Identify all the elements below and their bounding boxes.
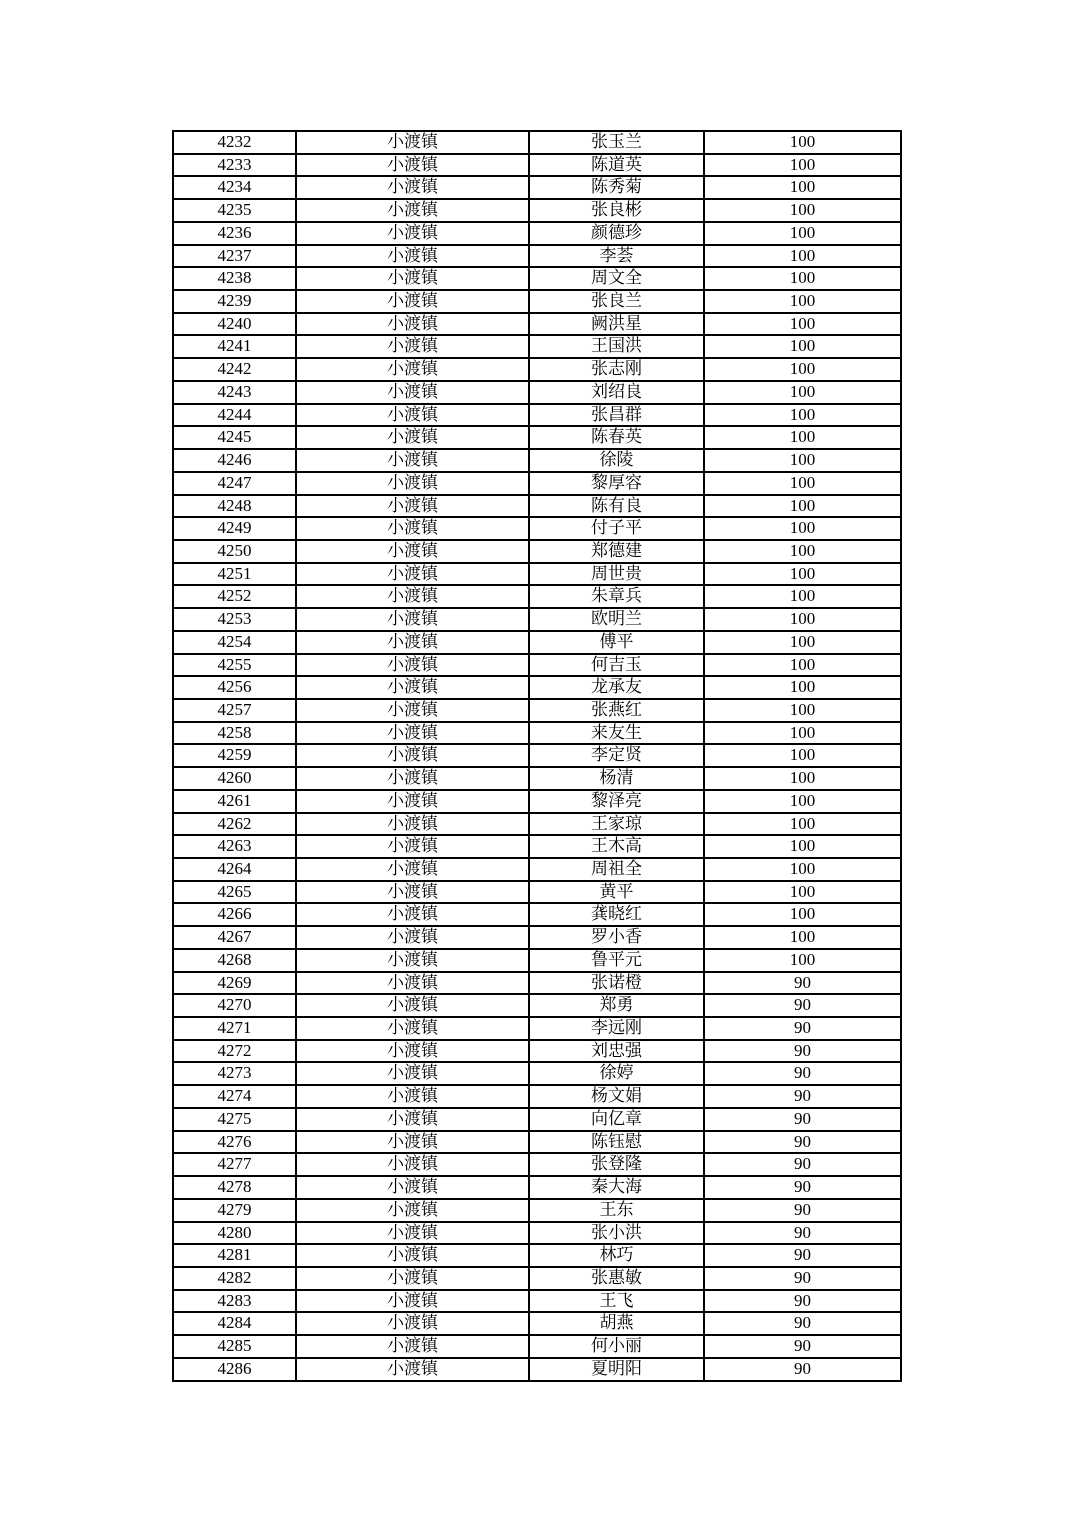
cell-town: 小渡镇 bbox=[296, 1358, 529, 1381]
cell-serial: 4232 bbox=[173, 131, 296, 154]
cell-score: 100 bbox=[704, 358, 901, 381]
cell-score: 100 bbox=[704, 813, 901, 836]
cell-name: 陈秀菊 bbox=[529, 176, 704, 199]
table-row bbox=[173, 154, 901, 177]
cell-name: 张惠敏 bbox=[529, 1267, 704, 1290]
cell-score: 90 bbox=[704, 1153, 901, 1176]
cell-score: 90 bbox=[704, 1335, 901, 1358]
cell-serial: 4262 bbox=[173, 813, 296, 836]
cell-town: 小渡镇 bbox=[296, 131, 529, 154]
table-row bbox=[173, 1040, 901, 1063]
cell-score: 90 bbox=[704, 1244, 901, 1267]
cell-score: 100 bbox=[704, 790, 901, 813]
table-row bbox=[173, 290, 901, 313]
table-row bbox=[173, 517, 901, 540]
cell-town: 小渡镇 bbox=[296, 267, 529, 290]
cell-serial: 4266 bbox=[173, 903, 296, 926]
cell-serial: 4234 bbox=[173, 176, 296, 199]
cell-town: 小渡镇 bbox=[296, 744, 529, 767]
cell-name: 张志刚 bbox=[529, 358, 704, 381]
table-row bbox=[173, 676, 901, 699]
cell-town: 小渡镇 bbox=[296, 1290, 529, 1313]
cell-town: 小渡镇 bbox=[296, 767, 529, 790]
cell-name: 傅平 bbox=[529, 631, 704, 654]
cell-town: 小渡镇 bbox=[296, 1244, 529, 1267]
cell-score: 100 bbox=[704, 585, 901, 608]
cell-serial: 4276 bbox=[173, 1131, 296, 1154]
cell-serial: 4274 bbox=[173, 1085, 296, 1108]
cell-town: 小渡镇 bbox=[296, 154, 529, 177]
table-row bbox=[173, 1267, 901, 1290]
cell-town: 小渡镇 bbox=[296, 1108, 529, 1131]
cell-town: 小渡镇 bbox=[296, 1335, 529, 1358]
table-row bbox=[173, 744, 901, 767]
cell-town: 小渡镇 bbox=[296, 540, 529, 563]
cell-serial: 4260 bbox=[173, 767, 296, 790]
table-row bbox=[173, 1062, 901, 1085]
cell-serial: 4257 bbox=[173, 699, 296, 722]
cell-serial: 4238 bbox=[173, 267, 296, 290]
cell-serial: 4269 bbox=[173, 972, 296, 995]
table-row bbox=[173, 972, 901, 995]
table-row bbox=[173, 245, 901, 268]
cell-name: 徐陵 bbox=[529, 449, 704, 472]
cell-serial: 4263 bbox=[173, 835, 296, 858]
cell-serial: 4256 bbox=[173, 676, 296, 699]
table-row bbox=[173, 1017, 901, 1040]
table-row bbox=[173, 1176, 901, 1199]
cell-town: 小渡镇 bbox=[296, 199, 529, 222]
cell-name: 朱章兵 bbox=[529, 585, 704, 608]
cell-serial: 4244 bbox=[173, 404, 296, 427]
cell-name: 付子平 bbox=[529, 517, 704, 540]
cell-town: 小渡镇 bbox=[296, 313, 529, 336]
cell-score: 100 bbox=[704, 540, 901, 563]
table-row bbox=[173, 540, 901, 563]
cell-name: 徐婷 bbox=[529, 1062, 704, 1085]
table-row bbox=[173, 699, 901, 722]
cell-town: 小渡镇 bbox=[296, 335, 529, 358]
cell-serial: 4233 bbox=[173, 154, 296, 177]
cell-name: 王国洪 bbox=[529, 335, 704, 358]
table-row bbox=[173, 404, 901, 427]
table-row bbox=[173, 835, 901, 858]
cell-town: 小渡镇 bbox=[296, 790, 529, 813]
cell-score: 90 bbox=[704, 1062, 901, 1085]
cell-name: 颜德珍 bbox=[529, 222, 704, 245]
cell-score: 100 bbox=[704, 767, 901, 790]
cell-town: 小渡镇 bbox=[296, 1131, 529, 1154]
cell-serial: 4281 bbox=[173, 1244, 296, 1267]
cell-serial: 4243 bbox=[173, 381, 296, 404]
table-row bbox=[173, 631, 901, 654]
cell-serial: 4235 bbox=[173, 199, 296, 222]
cell-serial: 4249 bbox=[173, 517, 296, 540]
cell-score: 90 bbox=[704, 1176, 901, 1199]
cell-town: 小渡镇 bbox=[296, 994, 529, 1017]
cell-town: 小渡镇 bbox=[296, 404, 529, 427]
cell-town: 小渡镇 bbox=[296, 222, 529, 245]
table-row bbox=[173, 1131, 901, 1154]
cell-town: 小渡镇 bbox=[296, 608, 529, 631]
cell-serial: 4240 bbox=[173, 313, 296, 336]
cell-name: 杨清 bbox=[529, 767, 704, 790]
cell-town: 小渡镇 bbox=[296, 563, 529, 586]
table-row bbox=[173, 1199, 901, 1222]
cell-town: 小渡镇 bbox=[296, 1312, 529, 1335]
cell-town: 小渡镇 bbox=[296, 472, 529, 495]
cell-score: 100 bbox=[704, 313, 901, 336]
cell-town: 小渡镇 bbox=[296, 1199, 529, 1222]
table-row bbox=[173, 1085, 901, 1108]
cell-name: 郑勇 bbox=[529, 994, 704, 1017]
table-row bbox=[173, 472, 901, 495]
cell-town: 小渡镇 bbox=[296, 449, 529, 472]
table-row bbox=[173, 1312, 901, 1335]
table-row bbox=[173, 813, 901, 836]
cell-score: 100 bbox=[704, 404, 901, 427]
table-row bbox=[173, 767, 901, 790]
cell-serial: 4237 bbox=[173, 245, 296, 268]
cell-town: 小渡镇 bbox=[296, 813, 529, 836]
cell-score: 90 bbox=[704, 1131, 901, 1154]
table-row bbox=[173, 495, 901, 518]
cell-town: 小渡镇 bbox=[296, 676, 529, 699]
score-table bbox=[172, 130, 902, 1382]
cell-serial: 4242 bbox=[173, 358, 296, 381]
cell-serial: 4253 bbox=[173, 608, 296, 631]
cell-score: 100 bbox=[704, 222, 901, 245]
cell-name: 陈钰慰 bbox=[529, 1131, 704, 1154]
cell-score: 90 bbox=[704, 1040, 901, 1063]
cell-serial: 4246 bbox=[173, 449, 296, 472]
cell-score: 100 bbox=[704, 517, 901, 540]
cell-score: 100 bbox=[704, 608, 901, 631]
cell-serial: 4258 bbox=[173, 722, 296, 745]
cell-name: 陈春英 bbox=[529, 426, 704, 449]
cell-name: 张小洪 bbox=[529, 1222, 704, 1245]
cell-serial: 4277 bbox=[173, 1153, 296, 1176]
cell-serial: 4251 bbox=[173, 563, 296, 586]
cell-serial: 4282 bbox=[173, 1267, 296, 1290]
cell-town: 小渡镇 bbox=[296, 1062, 529, 1085]
table-row bbox=[173, 381, 901, 404]
table-row bbox=[173, 926, 901, 949]
cell-score: 100 bbox=[704, 267, 901, 290]
cell-name: 秦大海 bbox=[529, 1176, 704, 1199]
cell-name: 林巧 bbox=[529, 1244, 704, 1267]
cell-serial: 4255 bbox=[173, 654, 296, 677]
table-row bbox=[173, 585, 901, 608]
cell-score: 100 bbox=[704, 290, 901, 313]
cell-town: 小渡镇 bbox=[296, 358, 529, 381]
table-row bbox=[173, 1222, 901, 1245]
cell-score: 100 bbox=[704, 858, 901, 881]
cell-town: 小渡镇 bbox=[296, 1040, 529, 1063]
table-row bbox=[173, 903, 901, 926]
cell-name: 来友生 bbox=[529, 722, 704, 745]
cell-name: 何小丽 bbox=[529, 1335, 704, 1358]
cell-score: 100 bbox=[704, 131, 901, 154]
cell-score: 100 bbox=[704, 631, 901, 654]
cell-name: 罗小香 bbox=[529, 926, 704, 949]
cell-score: 90 bbox=[704, 1108, 901, 1131]
cell-town: 小渡镇 bbox=[296, 699, 529, 722]
cell-serial: 4248 bbox=[173, 495, 296, 518]
cell-serial: 4265 bbox=[173, 881, 296, 904]
table-row bbox=[173, 267, 901, 290]
cell-score: 100 bbox=[704, 381, 901, 404]
table-row bbox=[173, 722, 901, 745]
score-table-body bbox=[173, 131, 901, 1381]
cell-serial: 4271 bbox=[173, 1017, 296, 1040]
cell-name: 向亿章 bbox=[529, 1108, 704, 1131]
cell-town: 小渡镇 bbox=[296, 176, 529, 199]
table-row bbox=[173, 790, 901, 813]
cell-town: 小渡镇 bbox=[296, 1153, 529, 1176]
cell-serial: 4275 bbox=[173, 1108, 296, 1131]
cell-town: 小渡镇 bbox=[296, 631, 529, 654]
cell-name: 张诺橙 bbox=[529, 972, 704, 995]
cell-score: 100 bbox=[704, 654, 901, 677]
cell-name: 黄平 bbox=[529, 881, 704, 904]
cell-score: 100 bbox=[704, 744, 901, 767]
cell-score: 100 bbox=[704, 335, 901, 358]
cell-name: 龚晓红 bbox=[529, 903, 704, 926]
cell-name: 陈道英 bbox=[529, 154, 704, 177]
cell-name: 张良兰 bbox=[529, 290, 704, 313]
cell-score: 90 bbox=[704, 1085, 901, 1108]
cell-town: 小渡镇 bbox=[296, 881, 529, 904]
cell-score: 90 bbox=[704, 972, 901, 995]
cell-name: 李定贤 bbox=[529, 744, 704, 767]
cell-score: 100 bbox=[704, 472, 901, 495]
cell-name: 何吉玉 bbox=[529, 654, 704, 677]
cell-name: 王木高 bbox=[529, 835, 704, 858]
table-row bbox=[173, 313, 901, 336]
cell-serial: 4252 bbox=[173, 585, 296, 608]
cell-town: 小渡镇 bbox=[296, 1017, 529, 1040]
cell-score: 100 bbox=[704, 245, 901, 268]
cell-town: 小渡镇 bbox=[296, 1222, 529, 1245]
cell-name: 黎泽亮 bbox=[529, 790, 704, 813]
cell-name: 鲁平元 bbox=[529, 949, 704, 972]
cell-town: 小渡镇 bbox=[296, 972, 529, 995]
cell-town: 小渡镇 bbox=[296, 722, 529, 745]
cell-name: 李远刚 bbox=[529, 1017, 704, 1040]
cell-town: 小渡镇 bbox=[296, 585, 529, 608]
table-row bbox=[173, 858, 901, 881]
table-row bbox=[173, 449, 901, 472]
table-row bbox=[173, 654, 901, 677]
cell-town: 小渡镇 bbox=[296, 381, 529, 404]
cell-town: 小渡镇 bbox=[296, 290, 529, 313]
cell-score: 100 bbox=[704, 699, 901, 722]
cell-name: 阙洪星 bbox=[529, 313, 704, 336]
cell-score: 100 bbox=[704, 199, 901, 222]
cell-name: 张燕红 bbox=[529, 699, 704, 722]
cell-score: 100 bbox=[704, 495, 901, 518]
cell-town: 小渡镇 bbox=[296, 949, 529, 972]
cell-serial: 4280 bbox=[173, 1222, 296, 1245]
cell-score: 90 bbox=[704, 1222, 901, 1245]
cell-town: 小渡镇 bbox=[296, 654, 529, 677]
cell-town: 小渡镇 bbox=[296, 903, 529, 926]
cell-name: 李荟 bbox=[529, 245, 704, 268]
table-row bbox=[173, 881, 901, 904]
cell-town: 小渡镇 bbox=[296, 1267, 529, 1290]
cell-score: 90 bbox=[704, 1290, 901, 1313]
cell-score: 100 bbox=[704, 903, 901, 926]
cell-name: 刘忠强 bbox=[529, 1040, 704, 1063]
cell-score: 90 bbox=[704, 1267, 901, 1290]
table-row bbox=[173, 335, 901, 358]
score-table-container bbox=[172, 130, 902, 1382]
cell-serial: 4264 bbox=[173, 858, 296, 881]
cell-name: 龙承友 bbox=[529, 676, 704, 699]
table-row bbox=[173, 563, 901, 586]
table-row bbox=[173, 199, 901, 222]
cell-serial: 4284 bbox=[173, 1312, 296, 1335]
cell-score: 100 bbox=[704, 722, 901, 745]
cell-score: 90 bbox=[704, 1312, 901, 1335]
cell-score: 90 bbox=[704, 994, 901, 1017]
cell-serial: 4267 bbox=[173, 926, 296, 949]
cell-serial: 4259 bbox=[173, 744, 296, 767]
table-row bbox=[173, 994, 901, 1017]
cell-name: 张昌群 bbox=[529, 404, 704, 427]
cell-serial: 4279 bbox=[173, 1199, 296, 1222]
cell-score: 100 bbox=[704, 926, 901, 949]
cell-serial: 4261 bbox=[173, 790, 296, 813]
cell-name: 周文全 bbox=[529, 267, 704, 290]
cell-score: 90 bbox=[704, 1017, 901, 1040]
cell-town: 小渡镇 bbox=[296, 1085, 529, 1108]
cell-serial: 4239 bbox=[173, 290, 296, 313]
cell-score: 90 bbox=[704, 1199, 901, 1222]
cell-score: 100 bbox=[704, 176, 901, 199]
table-row bbox=[173, 608, 901, 631]
table-row bbox=[173, 1358, 901, 1381]
cell-name: 夏明阳 bbox=[529, 1358, 704, 1381]
cell-name: 张登隆 bbox=[529, 1153, 704, 1176]
cell-serial: 4268 bbox=[173, 949, 296, 972]
cell-name: 杨文娟 bbox=[529, 1085, 704, 1108]
table-row bbox=[173, 1335, 901, 1358]
cell-serial: 4241 bbox=[173, 335, 296, 358]
table-row bbox=[173, 949, 901, 972]
cell-town: 小渡镇 bbox=[296, 1176, 529, 1199]
cell-score: 100 bbox=[704, 449, 901, 472]
cell-town: 小渡镇 bbox=[296, 426, 529, 449]
table-row bbox=[173, 1290, 901, 1313]
cell-score: 100 bbox=[704, 563, 901, 586]
cell-name: 郑德建 bbox=[529, 540, 704, 563]
cell-score: 100 bbox=[704, 154, 901, 177]
cell-score: 90 bbox=[704, 1358, 901, 1381]
cell-name: 王家琼 bbox=[529, 813, 704, 836]
cell-town: 小渡镇 bbox=[296, 835, 529, 858]
cell-score: 100 bbox=[704, 676, 901, 699]
cell-name: 王东 bbox=[529, 1199, 704, 1222]
cell-name: 周世贵 bbox=[529, 563, 704, 586]
cell-serial: 4285 bbox=[173, 1335, 296, 1358]
table-row bbox=[173, 1244, 901, 1267]
cell-score: 100 bbox=[704, 881, 901, 904]
cell-score: 100 bbox=[704, 949, 901, 972]
table-row bbox=[173, 222, 901, 245]
cell-name: 陈有良 bbox=[529, 495, 704, 518]
table-row bbox=[173, 1108, 901, 1131]
cell-name: 黎厚容 bbox=[529, 472, 704, 495]
cell-name: 欧明兰 bbox=[529, 608, 704, 631]
cell-serial: 4283 bbox=[173, 1290, 296, 1313]
cell-serial: 4236 bbox=[173, 222, 296, 245]
cell-town: 小渡镇 bbox=[296, 926, 529, 949]
cell-name: 张良彬 bbox=[529, 199, 704, 222]
cell-serial: 4254 bbox=[173, 631, 296, 654]
cell-town: 小渡镇 bbox=[296, 858, 529, 881]
cell-serial: 4272 bbox=[173, 1040, 296, 1063]
cell-serial: 4250 bbox=[173, 540, 296, 563]
cell-name: 胡燕 bbox=[529, 1312, 704, 1335]
cell-serial: 4278 bbox=[173, 1176, 296, 1199]
cell-serial: 4270 bbox=[173, 994, 296, 1017]
cell-name: 周祖全 bbox=[529, 858, 704, 881]
table-row bbox=[173, 176, 901, 199]
cell-score: 100 bbox=[704, 426, 901, 449]
cell-serial: 4245 bbox=[173, 426, 296, 449]
cell-town: 小渡镇 bbox=[296, 517, 529, 540]
cell-name: 王飞 bbox=[529, 1290, 704, 1313]
table-row bbox=[173, 131, 901, 154]
table-row bbox=[173, 358, 901, 381]
table-row bbox=[173, 426, 901, 449]
cell-name: 张玉兰 bbox=[529, 131, 704, 154]
cell-serial: 4273 bbox=[173, 1062, 296, 1085]
cell-town: 小渡镇 bbox=[296, 245, 529, 268]
cell-town: 小渡镇 bbox=[296, 495, 529, 518]
cell-serial: 4247 bbox=[173, 472, 296, 495]
cell-serial: 4286 bbox=[173, 1358, 296, 1381]
cell-score: 100 bbox=[704, 835, 901, 858]
table-row bbox=[173, 1153, 901, 1176]
cell-name: 刘绍良 bbox=[529, 381, 704, 404]
